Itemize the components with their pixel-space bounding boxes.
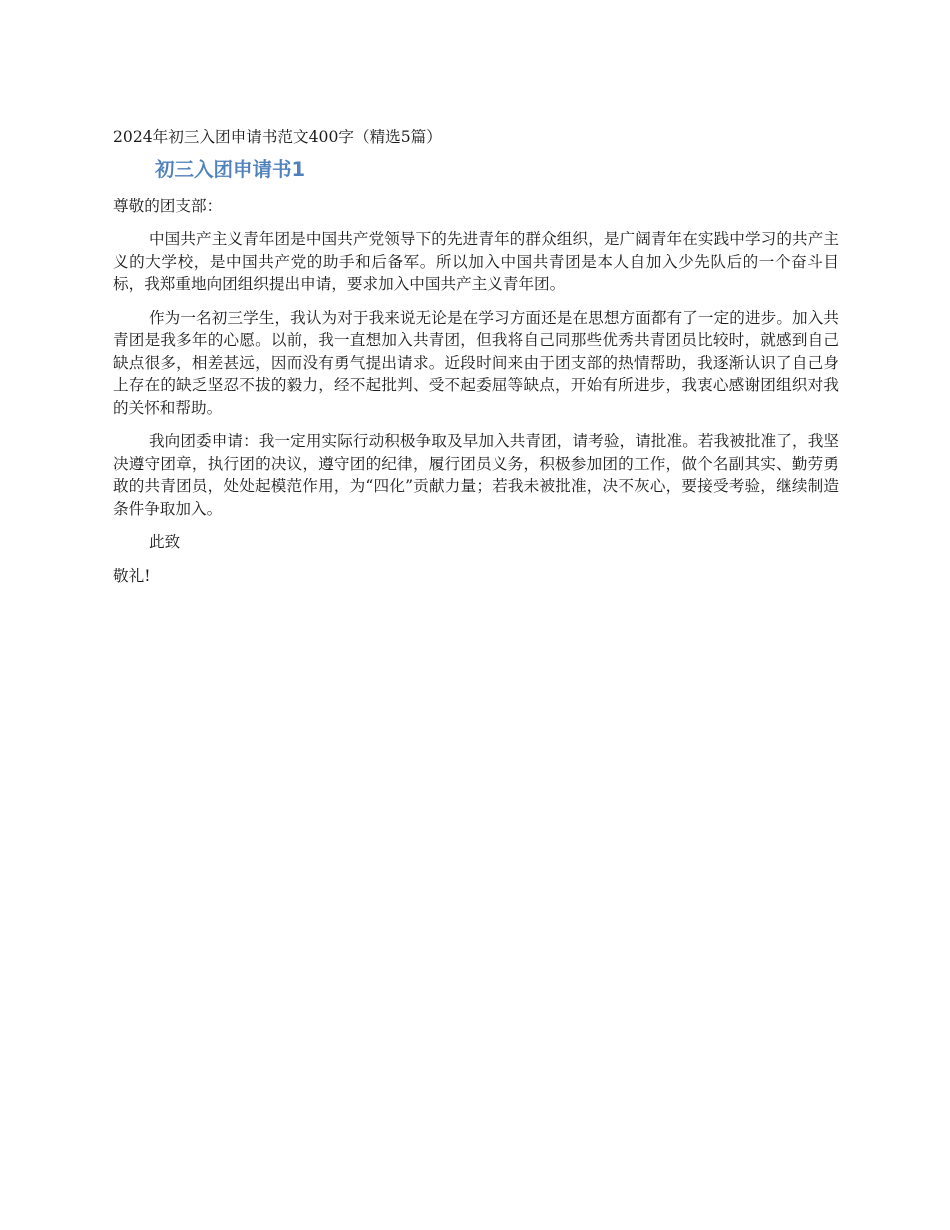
salutation: 尊敬的团支部： (113, 196, 223, 215)
regards-line: 敬礼! (113, 566, 151, 585)
body-paragraph-2: 作为一名初三学生，我认为对于我来说无论是在学习方面还是在思想方面都有了一定的进步。加入共青团是我多年的心愿。以前，我一直想加入共青团，但我将自己同那些优秀共青团员比较时，就感到自己缺点很多，相差甚远，因而没有勇气提出请求。近段时间来由于团支部的热情帮助，我逐渐认识了自己身上存在的缺乏坚忍不拔的毅力，经不起批判、受不起委屈等缺点，开始有所进步，我衷心感谢团组织对我的关怀和帮助。 (113, 308, 839, 417)
document-body (113, 126, 839, 598)
closing-line: 此致 (149, 533, 181, 551)
body-paragraph-1: 中国共产主义青年团是中国共产党领导下的先进青年的群众组织，是广阔青年在实践中学习的共产主义的大学校，是中国共产党的助手和后备军。所以加入中国共青团是本人自加入少先队后的一个奋斗目标，我郑重地向团组织提出申请，要求加入中国共产主义青年团。 (113, 230, 839, 293)
section-heading: 初三入团申请书1 (155, 157, 306, 181)
body-paragraph-3: 我向团委申请：我一定用实际行动积极争取及早加入共青团，请考验，请批准。若我被批准了，我坚决遵守团章，执行团的决议，遵守团的纪律，履行团员义务，积极参加团的工作，做个名副其实、勤劳勇敢的共青团员，处处起模范作用，为“四化”贡献力量；若我未被批准，决不灰心，要接受考验，继续制造条件争取加入。 (113, 432, 839, 518)
document-title: 2024年初三入团申请书范文400字（精选5篇） (113, 128, 442, 146)
